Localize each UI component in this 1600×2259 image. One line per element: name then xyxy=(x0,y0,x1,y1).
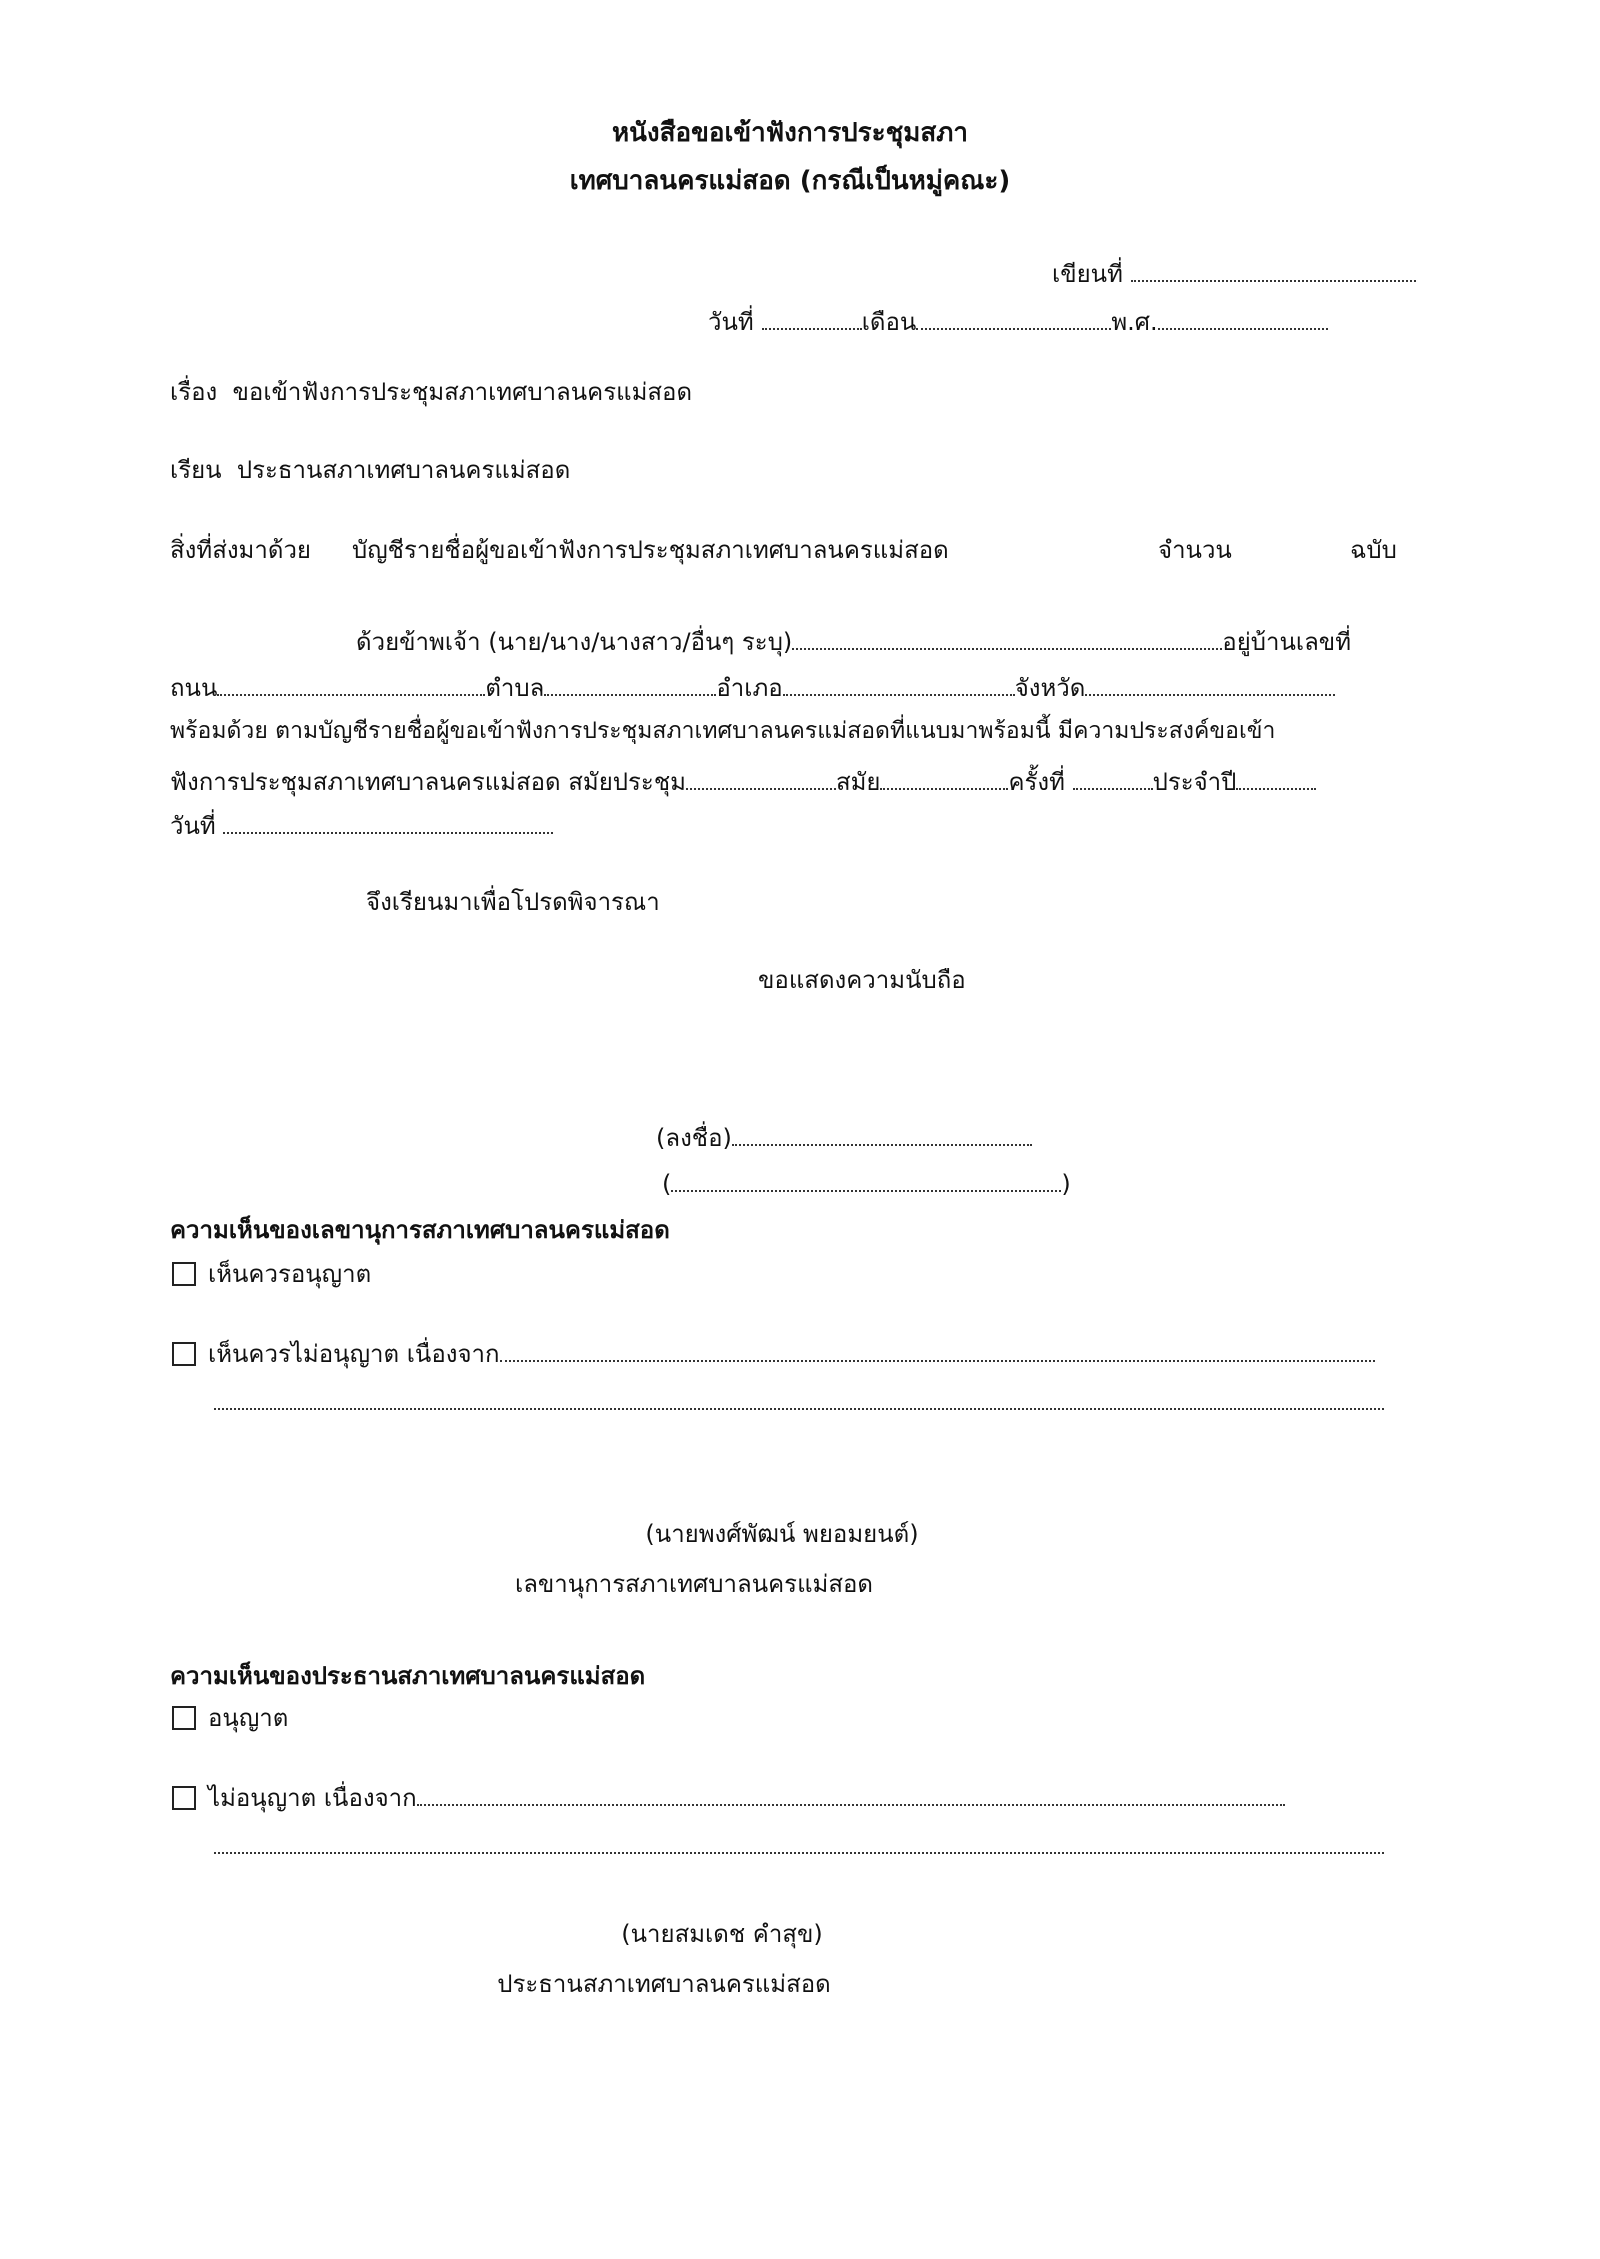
meeting-field[interactable] xyxy=(686,766,836,790)
province-label: จังหวัด xyxy=(1014,674,1086,702)
subject-row xyxy=(170,378,692,407)
day-field[interactable] xyxy=(762,306,862,330)
year-field[interactable] xyxy=(1158,306,1328,330)
requester-name-field[interactable] xyxy=(792,626,1222,650)
year-of-label: ประจำปี xyxy=(1152,768,1237,796)
signature-row xyxy=(656,1122,1032,1153)
president-deny-checkbox[interactable] xyxy=(172,1786,196,1810)
enclosure-label: สิ่งที่ส่งมาด้วย xyxy=(170,536,311,564)
addressee-label: เรียน xyxy=(170,456,222,484)
road-label: ถนน xyxy=(170,674,218,702)
signer-name-field[interactable] xyxy=(671,1168,1061,1192)
president-allow-label: อนุญาต xyxy=(208,1704,289,1732)
subject-text: ขอเข้าฟังการประชุมสภาเทศบาลนครแม่สอด xyxy=(232,378,693,406)
secretary-allow-label: เห็นควรอนุญาต xyxy=(208,1260,372,1288)
province-field[interactable] xyxy=(1085,672,1335,696)
meeting-label: ฟังการประชุมสภาเทศบาลนครแม่สอด สมัยประชุม xyxy=(170,768,686,796)
session-field[interactable] xyxy=(880,766,1008,790)
subdistrict-label: ตำบล xyxy=(485,674,545,702)
president-position: ประธานสภาเทศบาลนครแม่สอด xyxy=(497,1970,831,1998)
secretary-reason-line-2[interactable] xyxy=(214,1408,1384,1410)
subdistrict-field[interactable] xyxy=(544,672,716,696)
president-allow-checkbox[interactable] xyxy=(172,1706,196,1730)
enclosure-unit-label: ฉบับ xyxy=(1350,536,1397,564)
secretary-name: (นายพงศ์พัฒน์ พยอมยนต์) xyxy=(645,1520,919,1548)
written-at-field[interactable] xyxy=(1131,258,1416,282)
title-line-1: หนังสือขอเข้าฟังการประชุมสภา xyxy=(612,118,968,148)
written-at-label: เขียนที่ xyxy=(1052,260,1123,288)
regards-text: ขอแสดงความนับถือ xyxy=(758,966,966,994)
president-deny-option[interactable] xyxy=(172,1782,1285,1813)
secretary-opinion-heading: ความเห็นของเลขานุการสภาเทศบาลนครแม่สอด xyxy=(170,1216,670,1244)
time-field[interactable] xyxy=(1073,766,1153,790)
president-opinion-heading: ความเห็นของประธานสภาเทศบาลนครแม่สอด xyxy=(170,1662,646,1690)
date-row xyxy=(708,306,1328,337)
signer-name-row xyxy=(662,1168,1071,1199)
body-line-3: พร้อมด้วย ตามบัญชีรายชื่อผู้ขอเข้าฟังการประชุมสภาเทศบาลนครแม่สอดที่แนบมาพร้อมนี้ มีความประสงค์ขอเข้า xyxy=(170,718,1276,744)
secretary-deny-option[interactable] xyxy=(172,1338,1375,1369)
body-line-1 xyxy=(356,626,1351,657)
signature-field[interactable] xyxy=(732,1122,1032,1146)
secretary-allow-option[interactable] xyxy=(172,1260,371,1289)
signature-label: (ลงชื่อ) xyxy=(656,1124,732,1152)
written-at-row xyxy=(1052,258,1416,289)
year-of-field[interactable] xyxy=(1236,766,1316,790)
addressee-row xyxy=(170,456,570,485)
session-label: สมัย xyxy=(835,768,881,796)
president-allow-option[interactable] xyxy=(172,1704,288,1733)
body-line-4 xyxy=(170,766,1316,797)
president-deny-reason-field[interactable] xyxy=(417,1782,1285,1806)
house-number-label: อยู่บ้านเลขที่ xyxy=(1222,628,1352,656)
paren-close: ) xyxy=(1061,1170,1071,1198)
title-line-2: เทศบาลนครแม่สอด (กรณีเป็นหมู่คณะ) xyxy=(569,166,1011,196)
body-line-5 xyxy=(170,810,553,841)
time-label: ครั้งที่ xyxy=(1008,768,1065,796)
meeting-date-field[interactable] xyxy=(223,810,553,834)
requester-label: ด้วยข้าพเจ้า (นาย/นาง/นางสาว/อื่นๆ ระบุ) xyxy=(356,628,793,656)
secretary-deny-label: เห็นควรไม่อนุญาต เนื่องจาก xyxy=(208,1340,500,1368)
secretary-deny-checkbox[interactable] xyxy=(172,1342,196,1366)
president-reason-line-2[interactable] xyxy=(214,1852,1384,1854)
month-label: เดือน xyxy=(861,308,917,336)
paren-open: ( xyxy=(662,1170,672,1198)
secretary-position: เลขานุการสภาเทศบาลนครแม่สอด xyxy=(514,1570,874,1598)
district-field[interactable] xyxy=(783,672,1015,696)
district-label: อำเภอ xyxy=(716,674,783,702)
year-label: พ.ศ. xyxy=(1111,308,1158,336)
subject-label: เรื่อง xyxy=(170,378,218,406)
secretary-allow-checkbox[interactable] xyxy=(172,1262,196,1286)
meeting-date-label: วันที่ xyxy=(170,812,216,840)
secretary-deny-reason-field[interactable] xyxy=(500,1338,1375,1362)
date-label: วันที่ xyxy=(708,308,754,336)
body-line-2 xyxy=(170,672,1335,703)
closing-text: จึงเรียนมาเพื่อโปรดพิจารณา xyxy=(366,888,660,916)
enclosure-text: บัญชีรายชื่อผู้ขอเข้าฟังการประชุมสภาเทศบาลนครแม่สอด xyxy=(352,536,949,564)
president-name: (นายสมเดช คำสุข) xyxy=(621,1920,823,1948)
president-deny-label: ไม่อนุญาต เนื่องจาก xyxy=(208,1784,417,1812)
road-field[interactable] xyxy=(217,672,485,696)
enclosure-amount-label: จำนวน xyxy=(1158,536,1232,564)
addressee-text: ประธานสภาเทศบาลนครแม่สอด xyxy=(236,456,571,484)
month-field[interactable] xyxy=(916,306,1111,330)
